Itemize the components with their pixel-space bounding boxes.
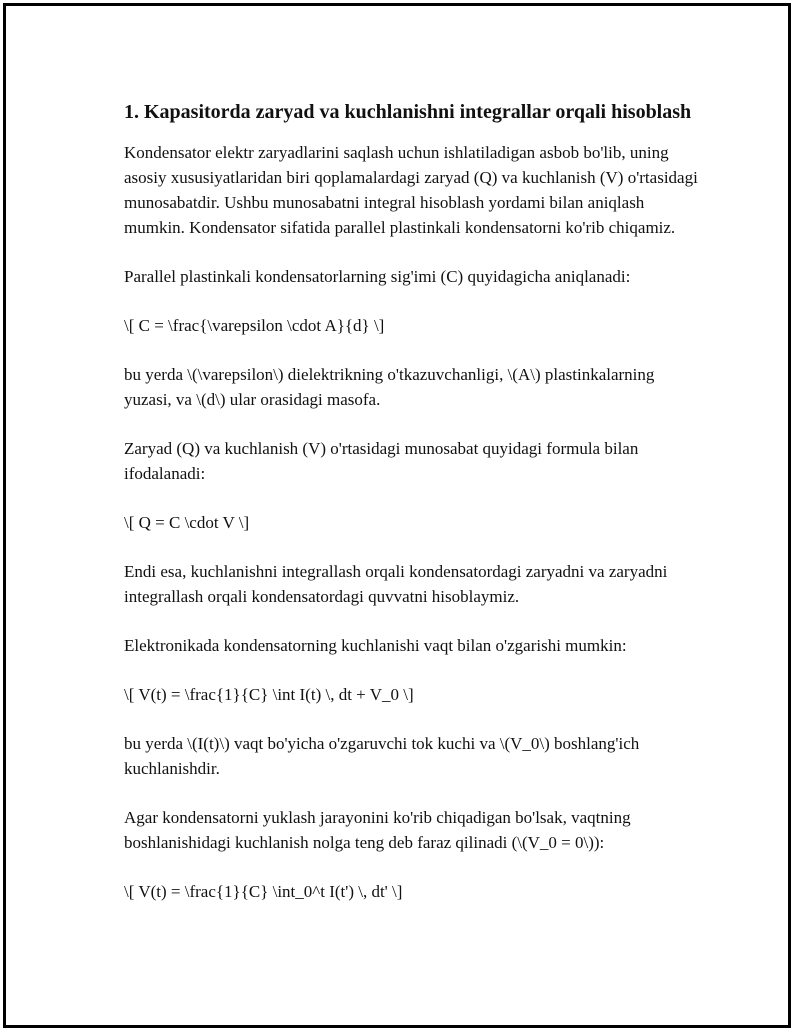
section-heading: 1. Kapasitorda zaryad va kuchlanishni integrallar orqali hisoblash xyxy=(124,101,692,123)
charging-assumption-paragraph: Agar kondensatorni yuklash jarayonini ko'rib chiqadigan bo'lsak, vaqtning boshlanishidagi kuchlanish nolga teng deb faraz qilinadi (\(V_0 = 0\)): xyxy=(124,808,631,852)
intro-paragraph: Kondensator elektr zaryadlarini saqlash uchun ishlatiladigan asbob bo'lib, uning asosiy xususiyatlaridan biri qoplamalardagi zaryad (Q) va kuchlanish (V) o'rtasidagi munosabatdir. Ushbu munosabatni integral hisoblash yordami bilan aniqlash mumkin. Kondensator sifatida parallel plastinkali kondensatorni ko'rib chiqamiz. xyxy=(124,143,698,237)
capacitance-formula: \[ C = \frac{\varepsilon \cdot A}{d} \] xyxy=(124,316,385,335)
charge-formula: \[ Q = C \cdot V \] xyxy=(124,513,250,532)
document-body xyxy=(124,98,699,928)
current-explanation-paragraph: bu yerda \(I(t)\) vaqt bo'yicha o'zgaruvchi tok kuchi va \(V_0\) boshlang'ich kuchlanishdir. xyxy=(124,734,640,778)
voltage-time-paragraph: Elektronikada kondensatorning kuchlanishi vaqt bilan o'zgarishi mumkin: xyxy=(124,636,627,655)
page-frame xyxy=(3,3,791,1028)
charge-voltage-intro-paragraph: Zaryad (Q) va kuchlanish (V) o'rtasidagi munosabat quyidagi formula bilan ifodalanadi: xyxy=(124,439,639,483)
voltage-integral-formula: \[ V(t) = \frac{1}{C} \int I(t) \, dt + V_0 \] xyxy=(124,685,414,704)
definite-integral-formula: \[ V(t) = \frac{1}{C} \int_0^t I(t') \, dt' \] xyxy=(124,882,403,901)
capacitance-intro-paragraph: Parallel plastinkali kondensatorlarning sig'imi (C) quyidagicha aniqlanadi: xyxy=(124,267,631,286)
capacitance-explanation-paragraph: bu yerda \(\varepsilon\) dielektrikning o'tkazuvchanligi, \(A\) plastinkalarning yuzasi, va \(d\) ular orasidagi masofa. xyxy=(124,365,655,409)
integration-intro-paragraph: Endi esa, kuchlanishni integrallash orqali kondensatordagi zaryadni va zaryadni integrallash orqali kondensatordagi quvvatni hisoblaymiz. xyxy=(124,562,668,606)
